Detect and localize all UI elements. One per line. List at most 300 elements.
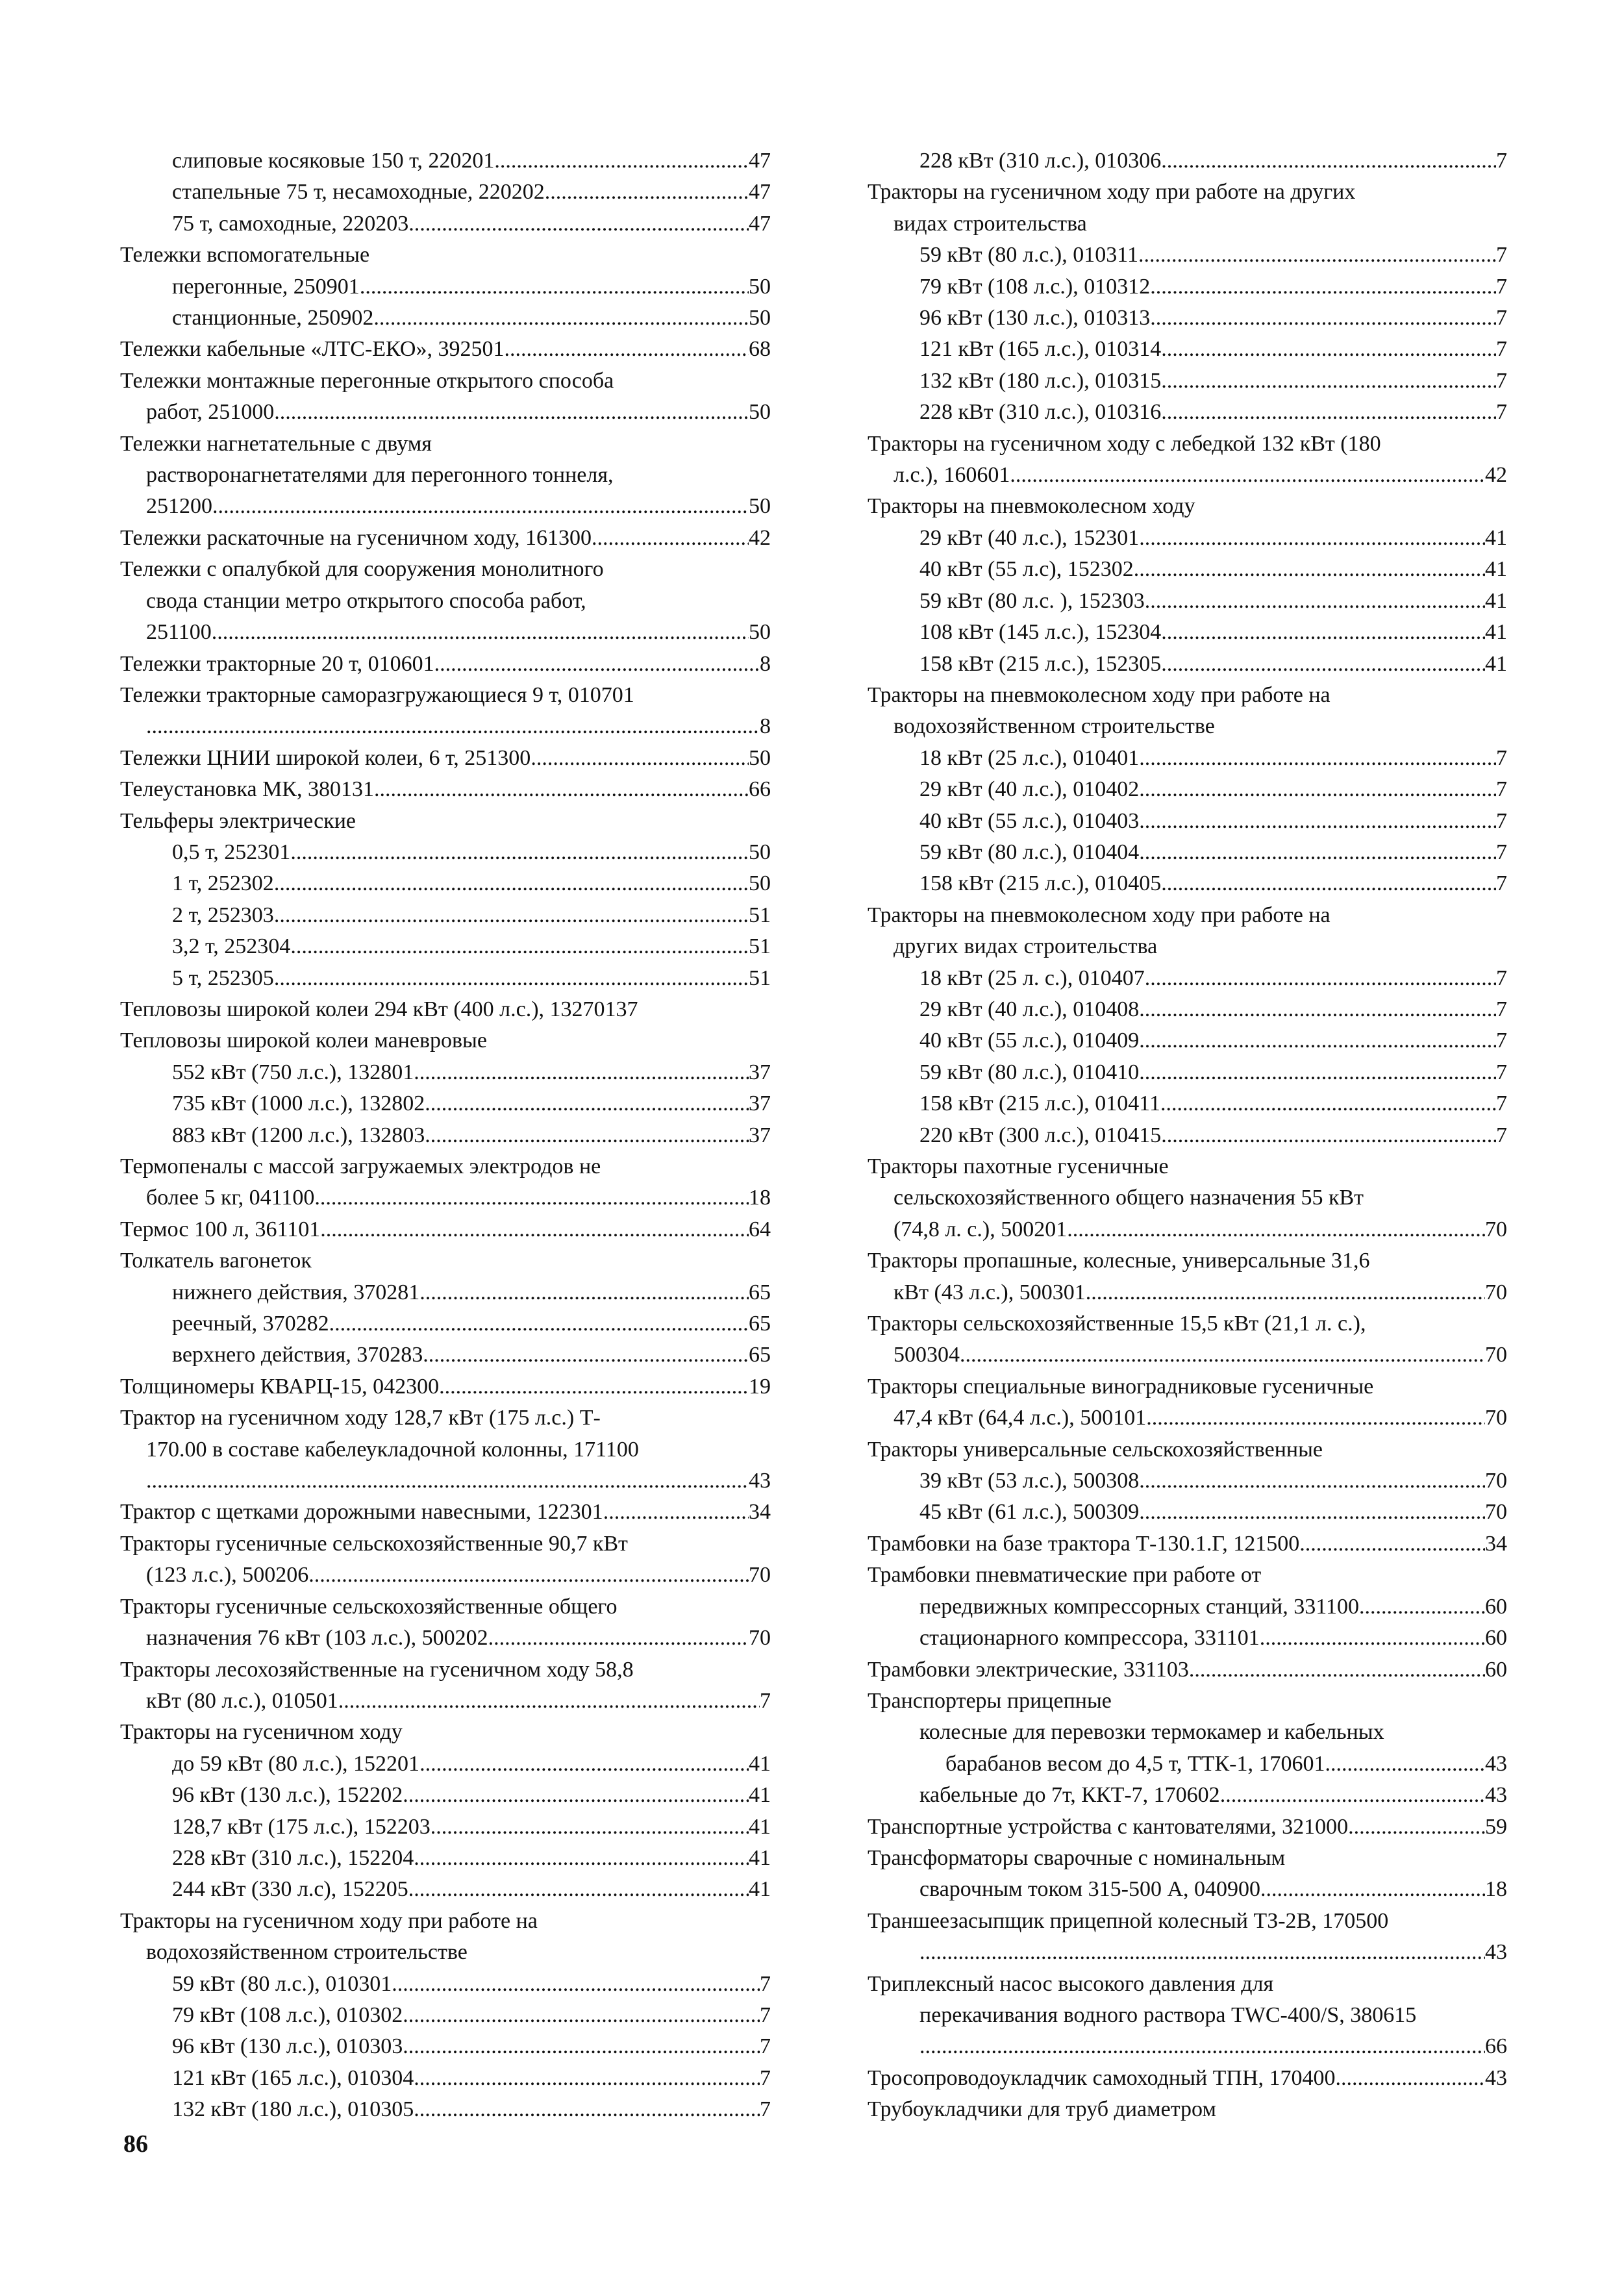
dot-leader (338, 1686, 760, 1717)
entry-text: Тепловозы широкой колеи маневровые (120, 1028, 487, 1053)
entry-text: Тракторы гусеничные сельскохозяйственные общего (120, 1594, 618, 1619)
entry-page-number: 50 (749, 274, 771, 299)
index-entry (120, 1025, 771, 1056)
entry-page-number: 65 (749, 1280, 771, 1304)
index-entry (120, 1497, 771, 1528)
entry-text: 79 кВт (108 л.с.), 010302 (172, 2002, 403, 2027)
entry-page-number: 43 (1485, 2065, 1507, 2090)
entry-page-number: 34 (749, 1500, 771, 1525)
index-entry (120, 240, 771, 271)
index-entry (868, 1812, 1507, 1843)
entry-page-number: 7 (1496, 745, 1507, 770)
entry-text: свода станции метро открытого способа работ, (146, 588, 586, 613)
entry-text: Трубоукладчики для труб диаметром (868, 2097, 1216, 2122)
index-entry (868, 303, 1507, 334)
entry-page-number: 65 (749, 1343, 771, 1367)
index-entry (120, 774, 771, 805)
dot-leader (212, 617, 749, 648)
entry-text: Тележки тракторные саморазгружающиеся 9 т, 010701 (120, 682, 634, 707)
entry-text: 2 т, 252303 (172, 903, 274, 927)
dot-leader (290, 837, 749, 868)
entry-text: 500304 (893, 1343, 960, 1367)
entry-page-number: 43 (1485, 1783, 1507, 1808)
entry-text: 3,2 т, 252304 (172, 934, 291, 959)
dot-leader (545, 177, 749, 208)
index-entry (868, 1717, 1507, 1748)
index-entry (868, 1591, 1507, 1623)
entry-text: Тельферы электрические (120, 808, 356, 833)
entry-text: 96 кВт (130 л.с.), 152202 (172, 1783, 403, 1808)
entry-page-number: 70 (749, 1626, 771, 1651)
index-entry (120, 491, 771, 522)
entry-text: Тракторы на гусеничном ходу при работе на (120, 1908, 538, 1933)
index-entry (868, 366, 1507, 397)
index-entry (120, 523, 771, 554)
entry-text: Трактор с щетками дорожными навесными, 122301 (120, 1500, 603, 1525)
entry-text: станционные, 250902 (172, 306, 374, 330)
entry-page-number: 43 (749, 1469, 771, 1493)
index-entry (868, 2031, 1507, 2062)
entry-page-number: 18 (1485, 1877, 1507, 1902)
dot-leader (274, 963, 749, 994)
entry-page-number: 70 (1485, 1500, 1507, 1525)
index-entry (868, 2063, 1507, 2094)
index-column-right (868, 145, 1507, 2126)
entry-page-number: 50 (749, 494, 771, 519)
index-entry (120, 931, 771, 962)
index-entry (120, 711, 771, 742)
entry-page-number: 41 (1485, 588, 1507, 613)
entry-text: 251200 (146, 494, 212, 519)
index-entry (120, 303, 771, 334)
entry-page-number: 7 (760, 1688, 771, 1713)
index-entry (868, 177, 1507, 208)
entry-text: Тракторы пахотные гусеничные (868, 1154, 1169, 1178)
entry-text: Телеустановка МК, 380131 (120, 777, 374, 802)
entry-text: 220 кВт (300 л.с.), 010415 (919, 1123, 1162, 1147)
index-entry (868, 1497, 1507, 1528)
index-entry (120, 617, 771, 648)
index-entry (868, 523, 1507, 554)
entry-text: Тележки тракторные 20 т, 010601 (120, 651, 434, 676)
entry-text: водохозяйственном строительстве (146, 1940, 468, 1965)
index-entry (868, 1120, 1507, 1151)
page-number: 86 (123, 2130, 148, 2158)
dot-leader (414, 2063, 760, 2094)
dot-leader (1160, 1088, 1496, 1119)
index-entry (120, 1308, 771, 1340)
entry-text: 18 кВт (25 л. с.), 010407 (919, 966, 1145, 990)
entry-page-number: 66 (1485, 2034, 1507, 2059)
entry-text: 1 т, 252302 (172, 871, 274, 896)
dot-leader (320, 1214, 749, 1245)
entry-page-number: 41 (1485, 651, 1507, 676)
index-entry (120, 1371, 771, 1402)
dot-leader (1138, 240, 1496, 271)
entry-page-number: 47 (749, 149, 771, 173)
entry-page-number: 41 (749, 1814, 771, 1839)
dot-leader (425, 1088, 749, 1119)
index-entry (120, 145, 771, 177)
entry-text: 735 кВт (1000 л.с.), 132802 (172, 1091, 425, 1116)
entry-page-number: 37 (749, 1123, 771, 1147)
entry-page-number: 47 (749, 211, 771, 236)
index-entry (120, 1560, 771, 1591)
entry-text: Тросопроводоукладчик самоходный ТПН, 170400 (868, 2065, 1336, 2090)
dot-leader (1145, 586, 1485, 617)
index-entry (868, 837, 1507, 868)
index-entry (120, 1812, 771, 1843)
entry-text: Тележки монтажные перегонные открытого способа (120, 368, 614, 393)
index-entry (868, 1654, 1507, 1686)
entry-text: Трамбовки пневматические при работе от (868, 1563, 1262, 1588)
index-entry (120, 1623, 771, 1654)
dot-leader (212, 491, 749, 522)
entry-text: перегонные, 250901 (172, 274, 360, 299)
index-entry (120, 1686, 771, 1717)
entry-page-number: 7 (1496, 337, 1507, 362)
entry-text: Триплексный насос высокого давления для (868, 1971, 1274, 1996)
entry-text: слиповые косяковые 150 т, 220201 (172, 149, 495, 173)
entry-text: Термопеналы с массой загружаемых электродов не (120, 1154, 601, 1178)
index-entry (120, 1465, 771, 1497)
entry-text: 251100 (146, 620, 212, 645)
dot-leader (1161, 145, 1496, 177)
entry-text: 883 кВт (1200 л.с.), 132803 (172, 1123, 425, 1147)
entry-text: 40 кВт (55 л.с.), 010403 (919, 808, 1140, 833)
entry-text: 228 кВт (310 л.с.), 010316 (919, 400, 1162, 425)
entry-text: Тракторы пропашные, колесные, универсальные 31,6 (868, 1249, 1370, 1273)
index-entry (120, 1937, 771, 1968)
entry-text: Трансформаторы сварочные с номинальным (868, 1845, 1286, 1870)
entry-page-number: 7 (1496, 777, 1507, 802)
index-entry (868, 145, 1507, 177)
dot-leader (960, 1340, 1485, 1371)
dot-leader (1086, 1277, 1485, 1308)
entry-page-number: 59 (1485, 1814, 1507, 1839)
entry-text: 121 кВт (165 л.с.), 010304 (172, 2065, 414, 2090)
index-entry (868, 1151, 1507, 1182)
entry-text: Тракторы на пневмоколесном ходу (868, 494, 1195, 519)
index-entry (120, 743, 771, 774)
entry-text: 59 кВт (80 л.с.), 010404 (919, 840, 1140, 864)
entry-text: Тракторы на гусеничном ходу с лебедкой 132 кВт (180 (868, 431, 1381, 456)
entry-page-number: 7 (760, 1971, 771, 1996)
index-entry (120, 1969, 771, 2000)
entry-text: 29 кВт (40 л.с.), 010402 (919, 777, 1140, 802)
entry-text: барабанов весом до 4,5 т, ТТК-1, 170601 (945, 1751, 1325, 1776)
dot-leader (1150, 303, 1496, 334)
dot-leader (1139, 1057, 1496, 1088)
entry-page-number: 7 (760, 2034, 771, 2059)
entry-text: стационарного компрессора, 331101 (919, 1626, 1260, 1651)
entry-page-number: 66 (749, 777, 771, 802)
index-entry (868, 1969, 1507, 2000)
entry-text: 228 кВт (310 л.с.), 010306 (919, 149, 1162, 173)
entry-text: Термос 100 л, 361101 (120, 1217, 321, 1241)
dot-leader (419, 1749, 749, 1780)
entry-page-number: 50 (749, 745, 771, 770)
index-entry (120, 806, 771, 837)
dot-leader (1161, 1120, 1496, 1151)
entry-page-number: 42 (1485, 463, 1507, 488)
entry-text: Тракторы на гусеничном ходу при работе на других (868, 180, 1356, 205)
entry-text: верхнего действия, 370283 (172, 1343, 423, 1367)
index-entry (120, 900, 771, 931)
entry-text: других видах строительства (893, 934, 1158, 959)
index-entry (120, 334, 771, 365)
index-entry (120, 1654, 771, 1686)
index-entry (120, 177, 771, 208)
dot-leader (1139, 523, 1485, 554)
entry-text: водохозяйственном строительстве (893, 714, 1215, 739)
index-entry (868, 1874, 1507, 1905)
dot-leader (488, 1623, 749, 1654)
entry-page-number: 51 (749, 934, 771, 959)
dot-leader (408, 208, 749, 240)
dot-leader (1260, 1623, 1485, 1654)
dot-leader (1139, 1025, 1496, 1056)
index-entry (868, 868, 1507, 899)
entry-page-number: 47 (749, 180, 771, 205)
entry-page-number: 7 (1496, 966, 1507, 990)
index-entry (868, 1371, 1507, 1402)
entry-text: Тракторы лесохозяйственные на гусеничном ходу 58,8 (120, 1657, 634, 1682)
dot-leader (1139, 994, 1496, 1025)
dot-leader (1010, 460, 1485, 491)
index-entry (120, 1906, 771, 1937)
index-entry (120, 1120, 771, 1151)
index-entry (120, 868, 771, 899)
entry-text: Тракторы сельскохозяйственные 15,5 кВт (21,1 л. с.), (868, 1312, 1366, 1336)
dot-leader (1189, 1654, 1485, 1686)
index-entry (120, 1151, 771, 1182)
dot-leader (1161, 397, 1496, 428)
index-entry (868, 1434, 1507, 1465)
index-entry (868, 2000, 1507, 2031)
entry-text: растворонагнетателями для перегонного тоннеля, (146, 463, 614, 488)
dot-leader (1161, 649, 1485, 680)
index-entry (868, 774, 1507, 805)
index-entry (120, 837, 771, 868)
dot-leader (408, 1874, 749, 1905)
dot-leader (425, 1120, 749, 1151)
index-entry (868, 240, 1507, 271)
entry-text: 5 т, 252305 (172, 966, 274, 990)
index-entry (120, 1434, 771, 1465)
entry-text: видах строительства (893, 211, 1087, 236)
dot-leader (403, 2000, 760, 2031)
dot-leader (1161, 868, 1496, 899)
index-entry (120, 1214, 771, 1245)
entry-text: Тележки нагнетательные с двумя (120, 431, 432, 456)
index-entry (120, 1843, 771, 1874)
entry-page-number: 50 (749, 306, 771, 330)
index-entry (120, 1245, 771, 1277)
dot-leader (434, 649, 760, 680)
entry-page-number: 37 (749, 1060, 771, 1084)
entry-page-number: 7 (1496, 368, 1507, 393)
entry-text: 40 кВт (55 л.с), 152302 (919, 557, 1134, 582)
entry-page-number: 50 (749, 840, 771, 864)
entry-text: нижнего действия, 370281 (172, 1280, 420, 1304)
entry-text: л.с.), 160601 (893, 463, 1010, 488)
entry-text: 96 кВт (130 л.с.), 010313 (919, 306, 1151, 330)
dot-leader (1325, 1749, 1485, 1780)
dot-leader (1146, 1402, 1485, 1434)
index-entry (868, 649, 1507, 680)
entry-page-number: 8 (760, 651, 771, 676)
index-entry (120, 1340, 771, 1371)
entry-text: Тележки ЦНИИ широкой колеи, 6 т, 251300 (120, 745, 531, 770)
dot-leader (1336, 2063, 1485, 2094)
dot-leader (1260, 1874, 1485, 1905)
index-entry (868, 271, 1507, 303)
index-entry (868, 586, 1507, 617)
entry-page-number: 70 (1485, 1469, 1507, 1493)
index-entry (120, 208, 771, 240)
index-entry (120, 1591, 771, 1623)
dot-leader (494, 145, 749, 177)
entry-text: 170.00 в составе кабелеукладочной колонны, 171100 (146, 1437, 639, 1462)
index-entry (868, 429, 1507, 460)
entry-text: назначения 76 кВт (103 л.с.), 500202 (146, 1626, 488, 1651)
entry-page-number: 70 (1485, 1406, 1507, 1430)
entry-text: Тележки кабельные «ЛТС-ЕКО», 392501 (120, 337, 505, 362)
dot-leader (403, 2031, 760, 2062)
entry-text: Тракторы на пневмоколесном ходу при работе на (868, 903, 1330, 927)
index-entry (120, 1717, 771, 1748)
entry-page-number: 51 (749, 903, 771, 927)
index-entry (120, 554, 771, 585)
entry-text: Тракторы на пневмоколесном ходу при работе на (868, 682, 1330, 707)
entry-page-number: 43 (1485, 1940, 1507, 1965)
entry-page-number: 7 (1496, 1060, 1507, 1084)
dot-leader (531, 743, 749, 774)
entry-page-number: 70 (1485, 1343, 1507, 1367)
entry-text: 158 кВт (215 л.с.), 010405 (919, 871, 1162, 896)
entry-text: 132 кВт (180 л.с.), 010305 (172, 2097, 414, 2122)
index-entry (868, 2094, 1507, 2125)
index-entry (868, 1623, 1507, 1654)
dot-leader (308, 1560, 749, 1591)
entry-text: Тракторы на гусеничном ходу (120, 1720, 403, 1745)
dot-leader (274, 900, 749, 931)
index-entry (120, 2063, 771, 2094)
index-entry (868, 1906, 1507, 1937)
dot-leader (504, 334, 749, 365)
index-entry (120, 963, 771, 994)
entry-page-number: 8 (760, 714, 771, 739)
entry-text: 244 кВт (330 л.с), 152205 (172, 1877, 408, 1902)
dot-leader (146, 1465, 749, 1497)
entry-text: 132 кВт (180 л.с.), 010315 (919, 368, 1162, 393)
entry-text: работ, 251000 (146, 400, 275, 425)
entry-text: Транспортеры прицепные (868, 1688, 1112, 1713)
index-entry (868, 491, 1507, 522)
dot-leader (1139, 1497, 1485, 1528)
entry-text: 47,4 кВт (64,4 л.с.), 500101 (893, 1406, 1147, 1430)
dot-leader (1145, 963, 1496, 994)
dot-leader (1161, 334, 1496, 365)
entry-page-number: 7 (1496, 808, 1507, 833)
index-entry (868, 900, 1507, 931)
entry-page-number: 7 (760, 2065, 771, 2090)
entry-text: Трамбовки электрические, 331103 (868, 1657, 1189, 1682)
index-entry (868, 1937, 1507, 1968)
index-entry (120, 366, 771, 397)
dot-leader (419, 1277, 749, 1308)
index-entry (868, 1057, 1507, 1088)
dot-leader (1139, 837, 1496, 868)
entry-page-number: 60 (1485, 1594, 1507, 1619)
entry-text: Траншеезасыпщик прицепной колесный ТЗ-2В, 170500 (868, 1908, 1389, 1933)
entry-page-number: 68 (749, 337, 771, 362)
index-entry (120, 680, 771, 711)
index-entry (120, 1402, 771, 1434)
entry-text: стапельные 75 т, несамоходные, 220202 (172, 180, 545, 205)
index-entry (868, 1088, 1507, 1119)
index-entry (120, 1874, 771, 1905)
entry-text: Тележки вспомогательные (120, 243, 370, 268)
entry-page-number: 41 (749, 1877, 771, 1902)
entry-text: 29 кВт (40 л.с.), 010408 (919, 997, 1140, 1021)
index-entry (120, 586, 771, 617)
dot-leader (314, 1182, 749, 1214)
index-entry (868, 994, 1507, 1025)
index-entry (868, 806, 1507, 837)
dot-leader (360, 271, 749, 303)
dot-leader (423, 1340, 749, 1371)
index-entry (868, 1528, 1507, 1560)
index-entry (120, 1528, 771, 1560)
entry-page-number: 19 (749, 1374, 771, 1399)
dot-leader (592, 523, 749, 554)
entry-text: реечный, 370282 (172, 1312, 329, 1336)
entry-text: кВт (80 л.с.), 010501 (146, 1688, 338, 1713)
dot-leader (1299, 1528, 1485, 1560)
entry-page-number: 50 (749, 400, 771, 425)
entry-text: 108 кВт (145 л.с.), 152304 (919, 620, 1162, 645)
index-entry (868, 963, 1507, 994)
dot-leader (414, 1057, 749, 1088)
entry-text: 75 т, самоходные, 220203 (172, 211, 409, 236)
dot-leader (374, 774, 749, 805)
dot-leader (146, 711, 760, 742)
index-entry (120, 1277, 771, 1308)
dot-leader (1134, 554, 1485, 585)
entry-page-number: 43 (1485, 1751, 1507, 1776)
dot-leader (403, 1780, 749, 1811)
index-entry (868, 1560, 1507, 1591)
entry-page-number: 41 (1485, 620, 1507, 645)
index-entry (868, 1749, 1507, 1780)
entry-page-number: 41 (1485, 525, 1507, 550)
entry-text: 121 кВт (165 л.с.), 010314 (919, 337, 1162, 362)
entry-page-number: 7 (1496, 243, 1507, 268)
entry-text: 45 кВт (61 л.с.), 500309 (919, 1500, 1140, 1525)
entry-text: 0,5 т, 252301 (172, 840, 291, 864)
dot-leader (1139, 1465, 1485, 1497)
index-entry (868, 711, 1507, 742)
entry-page-number: 7 (1496, 840, 1507, 864)
entry-text: 29 кВт (40 л.с.), 152301 (919, 525, 1140, 550)
entry-page-number: 41 (749, 1845, 771, 1870)
entry-text: более 5 кг, 041100 (146, 1186, 315, 1210)
entry-page-number: 7 (1496, 306, 1507, 330)
entry-text: 552 кВт (750 л.с.), 132801 (172, 1060, 414, 1084)
index-entry (868, 1686, 1507, 1717)
